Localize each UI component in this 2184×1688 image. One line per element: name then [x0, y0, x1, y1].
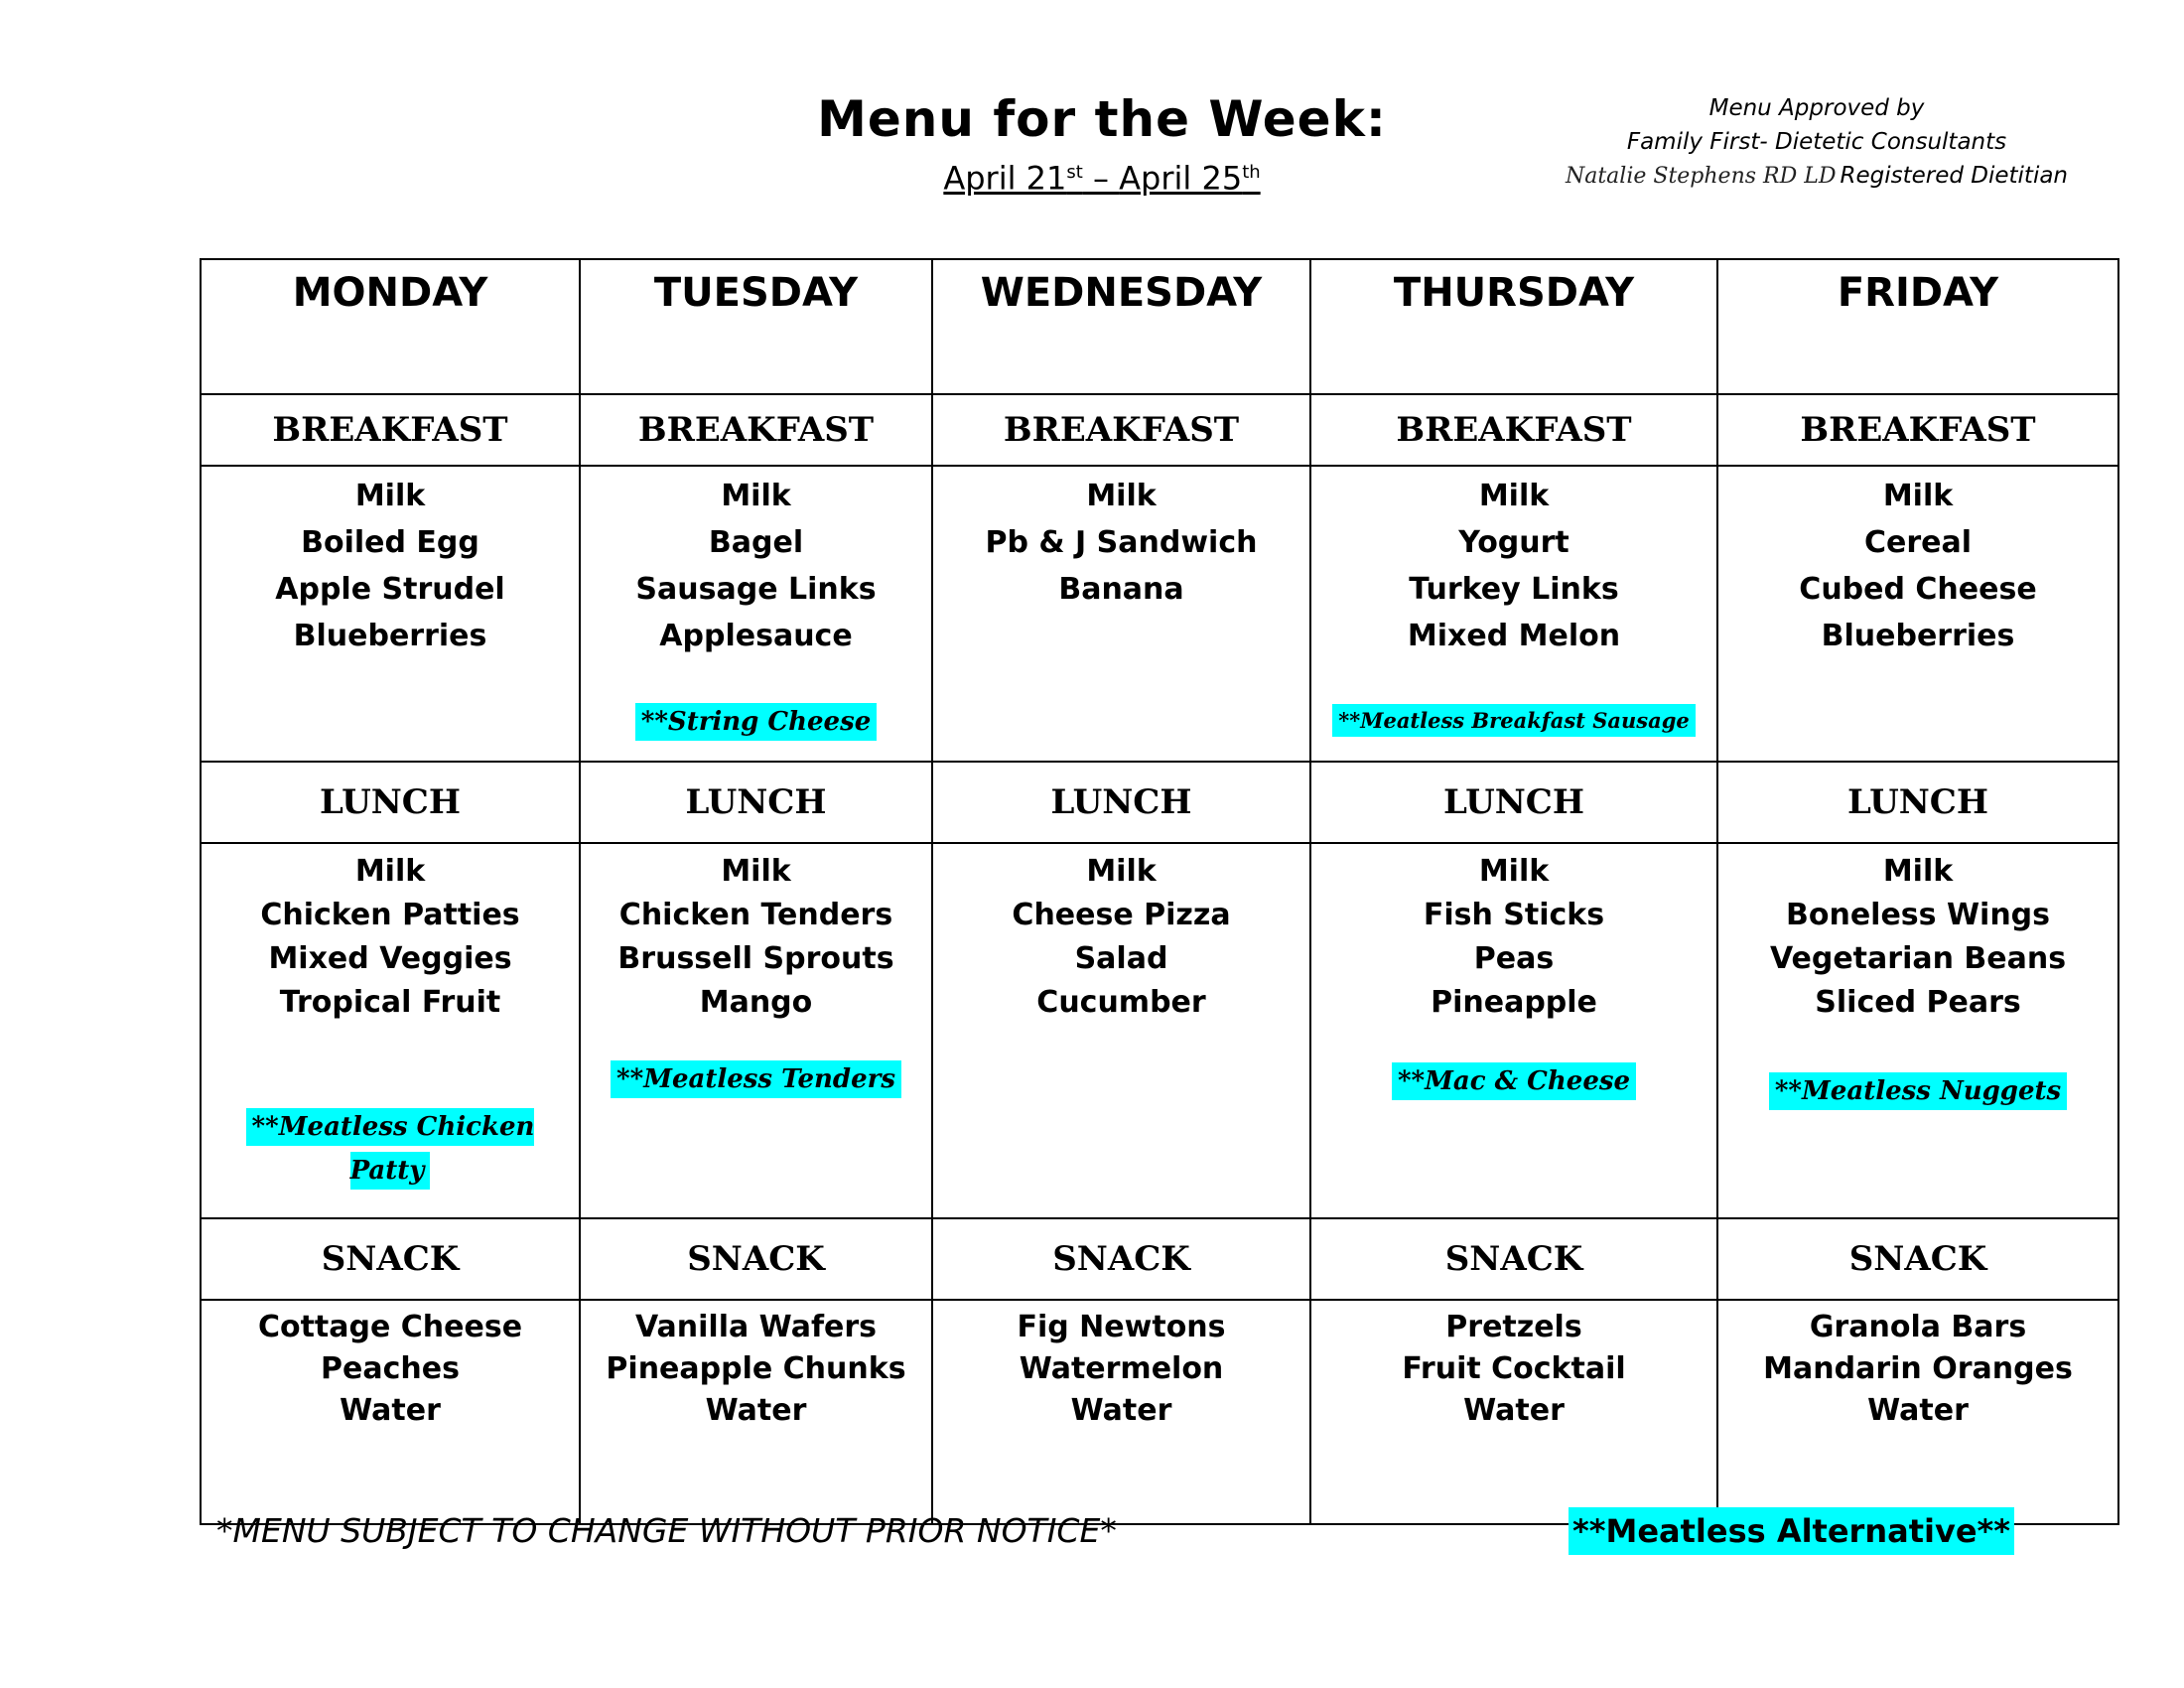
menu-change-notice: *MENU SUBJECT TO CHANGE WITHOUT PRIOR NOTICE*	[216, 1511, 1117, 1550]
menu-item: Bagel	[708, 525, 804, 560]
menu-item: Milk	[1478, 854, 1550, 889]
lunch-cell-friday	[1717, 843, 2118, 1218]
day-header-friday: FRIDAY	[1717, 259, 2118, 394]
menu-item: Pretzels	[1445, 1310, 1582, 1344]
meatless-alternative-text: **Meatless Nuggets	[1769, 1072, 2067, 1110]
menu-item: Pineapple	[1431, 985, 1597, 1020]
row-lhead	[201, 762, 2118, 843]
approval-line-3	[1549, 159, 2085, 194]
lunch-label-wednesday: LUNCH	[932, 762, 1310, 843]
menu-item: Apple Strudel	[275, 572, 505, 607]
row-shead	[201, 1218, 2118, 1300]
breakfast-label-thursday: BREAKFAST	[1310, 394, 1717, 466]
snack-label-monday: SNACK	[201, 1218, 580, 1300]
snack-cell-wednesday	[932, 1300, 1310, 1524]
menu-item: Yogurt	[1458, 525, 1570, 560]
menu-item: Sausage Links	[635, 572, 877, 607]
menu-item: Pineapple Chunks	[606, 1351, 906, 1386]
breakfast-cell-monday	[201, 466, 580, 762]
meatless-alternative-text: **Meatless Chicken Patty	[246, 1108, 535, 1190]
day-header-monday: MONDAY	[201, 259, 580, 394]
dietitian-signature: Natalie Stephens RD LD	[1565, 164, 1837, 189]
lunch-cell-thursday	[1310, 843, 1717, 1218]
snack-cell-thursday	[1310, 1300, 1717, 1524]
lunch-cell-monday	[201, 843, 580, 1218]
date-range	[695, 151, 1509, 201]
date-start: April 21	[943, 159, 1067, 198]
meatless-alternative	[1311, 1058, 1716, 1102]
weekly-menu-table	[200, 258, 2119, 1525]
meatless-alternative	[1311, 695, 1716, 742]
snack-cell-friday	[1717, 1300, 2118, 1524]
snack-label-tuesday: SNACK	[580, 1218, 932, 1300]
breakfast-label-friday: BREAKFAST	[1717, 394, 2118, 466]
breakfast-cell-thursday	[1310, 466, 1717, 762]
row-bhead	[201, 394, 2118, 466]
menu-item: Fig Newtons	[1017, 1310, 1226, 1344]
row-day	[201, 259, 2118, 394]
lunch-label-tuesday: LUNCH	[580, 762, 932, 843]
menu-item: Mango	[699, 985, 813, 1020]
breakfast-label-tuesday: BREAKFAST	[580, 394, 932, 466]
menu-item: Cottage Cheese	[257, 1310, 523, 1344]
snack-cell-monday	[201, 1300, 580, 1524]
menu-item: Cubed Cheese	[1799, 572, 2037, 607]
snack-cell-tuesday	[580, 1300, 932, 1524]
menu-item: Banana	[1058, 572, 1184, 607]
menu-item: Mixed Melon	[1407, 619, 1621, 653]
menu-item: Boiled Egg	[301, 525, 479, 560]
menu-item: Applesauce	[659, 619, 853, 653]
day-header-tuesday: TUESDAY	[580, 259, 932, 394]
approval-line-2: Family First- Dietetic Consultants	[1626, 129, 2007, 155]
meatless-alternative	[581, 697, 931, 744]
menu-item: Milk	[1882, 479, 1954, 513]
menu-item: Milk	[354, 479, 426, 513]
menu-item: Brussell Sprouts	[617, 941, 894, 976]
menu-item: Blueberries	[293, 619, 487, 653]
approval-block	[1549, 91, 2085, 194]
menu-item: Milk	[1086, 479, 1157, 513]
menu-item: Chicken Tenders	[618, 898, 893, 932]
approval-line-1: Menu Approved by	[1708, 95, 1925, 121]
meatless-alternative	[581, 1056, 931, 1100]
menu-item: Milk	[354, 854, 426, 889]
menu-item: Water	[1070, 1393, 1172, 1428]
menu-item: Granola Bars	[1809, 1310, 2027, 1344]
menu-item: Milk	[721, 854, 791, 889]
menu-item: Tropical Fruit	[279, 985, 501, 1020]
date-start-suffix: st	[1066, 162, 1083, 183]
menu-item: Boneless Wings	[1785, 898, 2051, 932]
date-separator: –	[1082, 159, 1120, 198]
menu-item: Cheese Pizza	[1012, 898, 1231, 932]
lunch-cell-wednesday	[932, 843, 1310, 1218]
row-sitems	[201, 1300, 2118, 1524]
menu-item: Blueberries	[1821, 619, 2015, 653]
breakfast-cell-friday	[1717, 466, 2118, 762]
breakfast-label-monday: BREAKFAST	[201, 394, 580, 466]
lunch-cell-tuesday	[580, 843, 932, 1218]
lunch-label-monday: LUNCH	[201, 762, 580, 843]
menu-item: Vanilla Wafers	[634, 1310, 878, 1344]
date-end: April 25	[1119, 159, 1243, 198]
snack-label-thursday: SNACK	[1310, 1218, 1717, 1300]
menu-item: Watermelon	[1019, 1351, 1224, 1386]
menu-item: Water	[705, 1393, 807, 1428]
row-bitems	[201, 466, 2118, 762]
row-litems	[201, 843, 2118, 1218]
breakfast-cell-tuesday	[580, 466, 932, 762]
menu-item: Water	[1867, 1393, 1969, 1428]
menu-item: Milk	[721, 479, 791, 513]
breakfast-cell-wednesday	[932, 466, 1310, 762]
menu-item: Salad	[1074, 941, 1168, 976]
menu-item: Fruit Cocktail	[1402, 1351, 1626, 1386]
menu-item: Turkey Links	[1409, 572, 1619, 607]
page-title: Menu for the Week:	[817, 90, 1387, 148]
day-header-thursday: THURSDAY	[1310, 259, 1717, 394]
menu-item: Fish Sticks	[1423, 898, 1605, 932]
menu-item: Pb & J Sandwich	[985, 525, 1258, 560]
lunch-label-friday: LUNCH	[1717, 762, 2118, 843]
menu-item: Water	[1463, 1393, 1565, 1428]
meatless-alternative-text: **Mac & Cheese	[1392, 1062, 1636, 1100]
menu-item: Peas	[1473, 941, 1555, 976]
meatless-alternative-text: **Meatless Breakfast Sausage	[1332, 704, 1696, 737]
date-end-suffix: th	[1242, 162, 1261, 183]
breakfast-label-wednesday: BREAKFAST	[932, 394, 1310, 466]
menu-item: Milk	[1882, 854, 1954, 889]
menu-item: Milk	[1086, 854, 1157, 889]
meatless-alternative-legend: **Meatless Alternative**	[1569, 1507, 2014, 1555]
snack-label-friday: SNACK	[1717, 1218, 2118, 1300]
meatless-alternative	[1718, 1068, 2117, 1112]
snack-label-wednesday: SNACK	[932, 1218, 1310, 1300]
menu-item: Mixed Veggies	[268, 941, 512, 976]
menu-item: Cucumber	[1036, 985, 1206, 1020]
lunch-label-thursday: LUNCH	[1310, 762, 1717, 843]
menu-item: Cereal	[1863, 525, 1973, 560]
meatless-alternative-text: **String Cheese	[635, 703, 878, 741]
menu-item: Water	[340, 1393, 441, 1428]
day-header-wednesday: WEDNESDAY	[932, 259, 1310, 394]
menu-item: Vegetarian Beans	[1769, 941, 2067, 976]
menu-item: Mandarin Oranges	[1763, 1351, 2073, 1386]
meatless-alternative-text: **Meatless Tenders	[611, 1060, 901, 1098]
menu-item: Milk	[1478, 479, 1550, 513]
menu-item: Chicken Patties	[260, 898, 520, 932]
meatless-alternative	[202, 1104, 579, 1192]
menu-item: Sliced Pears	[1815, 985, 2021, 1020]
dietitian-title: Registered Dietitian	[1840, 163, 2069, 189]
menu-item: Peaches	[321, 1351, 460, 1386]
title-block	[695, 87, 1509, 201]
